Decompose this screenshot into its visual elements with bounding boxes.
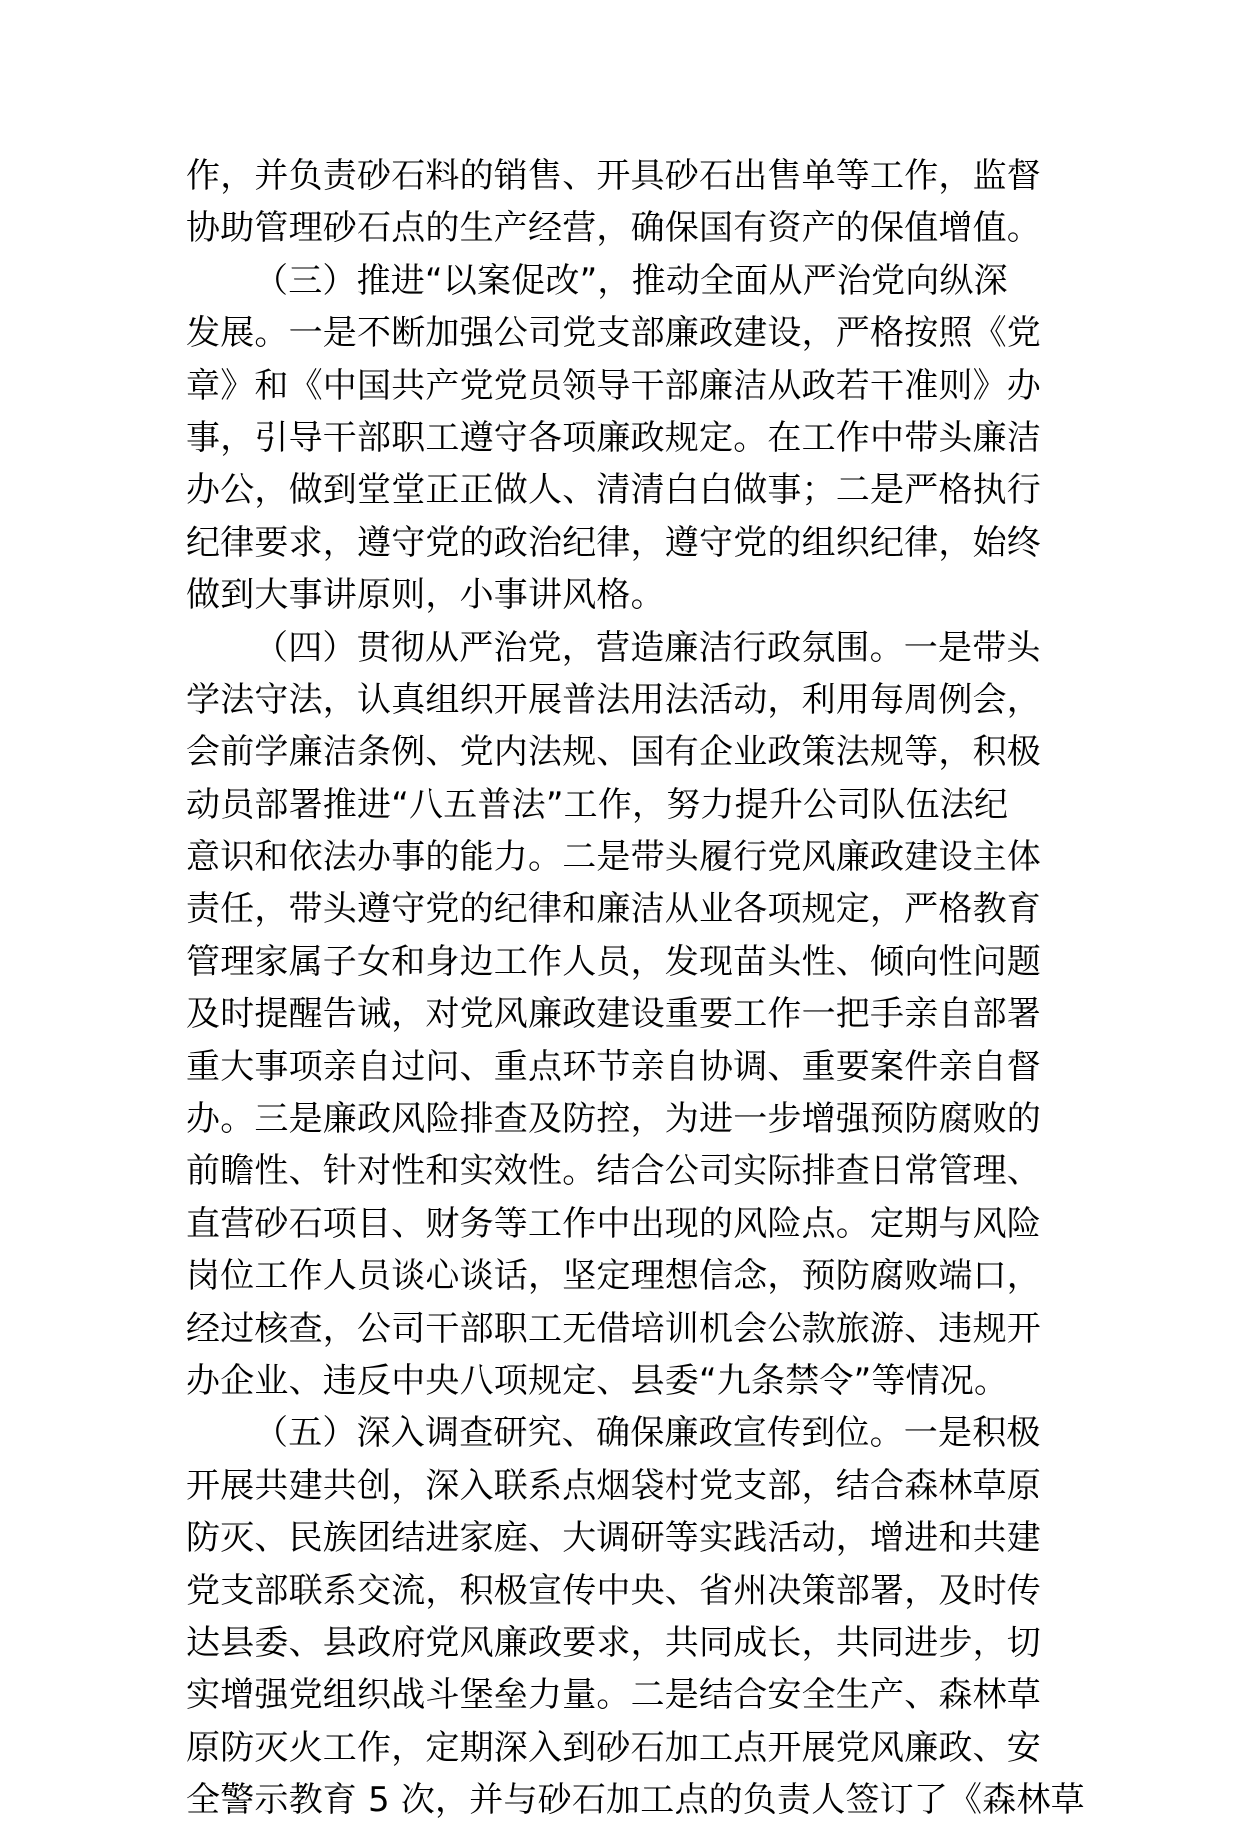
paragraph-first-line: （五）深入调查研究、确保廉政宣传到位。一是积极	[254, 1413, 1041, 1454]
text-line: 办企业、违反中央八项规定、县委“九条禁令”等情况。	[186, 1360, 1009, 1401]
text-line: 学法守法，认真组织开展普法用法活动，利用每周例会，	[186, 679, 1041, 720]
text-line: 责任，带头遵守党的纪律和廉洁从业各项规定，严格教育	[186, 889, 1041, 930]
document-body	[186, 150, 1085, 1827]
text-line: 做到大事讲原则，小事讲风格。	[186, 575, 665, 616]
text-line: 及时提醒告诫，对党风廉政建设重要工作一把手亲自部署	[186, 994, 1041, 1035]
text-line: 达县委、县政府党风廉政要求，共同成长，共同进步，切	[186, 1622, 1041, 1663]
text-line: 全警示教育 5 次，并与砂石加工点的负责人签订了《森林草	[186, 1780, 1085, 1821]
text-line: 实增强党组织战斗堡垒力量。二是结合安全生产、森林草	[186, 1675, 1041, 1716]
text-line: 事，引导干部职工遵守各项廉政规定。在工作中带头廉洁	[186, 417, 1041, 458]
text-line: 直营砂石项目、财务等工作中出现的风险点。定期与风险	[186, 1203, 1041, 1244]
text-line: 前瞻性、针对性和实效性。结合公司实际排查日常管理、	[186, 1151, 1041, 1192]
text-line: 党支部联系交流，积极宣传中央、省州决策部署，及时传	[186, 1570, 1041, 1611]
text-line: 会前学廉洁条例、党内法规、国有企业政策法规等，积极	[186, 732, 1041, 773]
text-line: 章》和《中国共产党党员领导干部廉洁从政若干准则》办	[186, 365, 1041, 406]
text-line: 作，并负责砂石料的销售、开具砂石出售单等工作，监督	[186, 156, 1041, 196]
paragraph-first-line: （三）推进“以案促改”，推动全面从严治党向纵深	[254, 260, 1008, 301]
text-line: 管理家属子女和身边工作人员，发现苗头性、倾向性问题	[186, 941, 1041, 982]
text-line: 岗位工作人员谈心谈话，坚定理想信念，预防腐败端口，	[186, 1256, 1041, 1297]
text-line: 动员部署推进“八五普法”工作，努力提升公司队伍法纪	[186, 784, 1009, 825]
text-line: 协助管理砂石点的生产经营，确保国有资产的保值增值。	[186, 208, 1041, 249]
paragraph-first-line: （四）贯彻从严治党，营造廉洁行政氛围。一是带头	[254, 627, 1041, 668]
text-line: 意识和依法办事的能力。二是带头履行党风廉政建设主体	[186, 837, 1041, 878]
text-line: 纪律要求，遵守党的政治纪律，遵守党的组织纪律，始终	[186, 522, 1041, 563]
text-line: 经过核查，公司干部职工无借培训机会公款旅游、违规开	[186, 1308, 1041, 1349]
text-line: 防灭、民族团结进家庭、大调研等实践活动，增进和共建	[186, 1518, 1041, 1559]
text-line: 开展共建共创，深入联系点烟袋村党支部，结合森林草原	[186, 1465, 1041, 1506]
text-line: 办公，做到堂堂正正做人、清清白白做事；二是严格执行	[186, 470, 1041, 511]
text-line: 办。三是廉政风险排查及防控，为进一步增强预防腐败的	[186, 1099, 1041, 1140]
text-line: 发展。一是不断加强公司党支部廉政建设，严格按照《党	[186, 313, 1041, 354]
text-line: 原防灭火工作，定期深入到砂石加工点开展党风廉政、安	[186, 1727, 1041, 1768]
text-line: 重大事项亲自过问、重点环节亲自协调、重要案件亲自督	[186, 1046, 1041, 1087]
